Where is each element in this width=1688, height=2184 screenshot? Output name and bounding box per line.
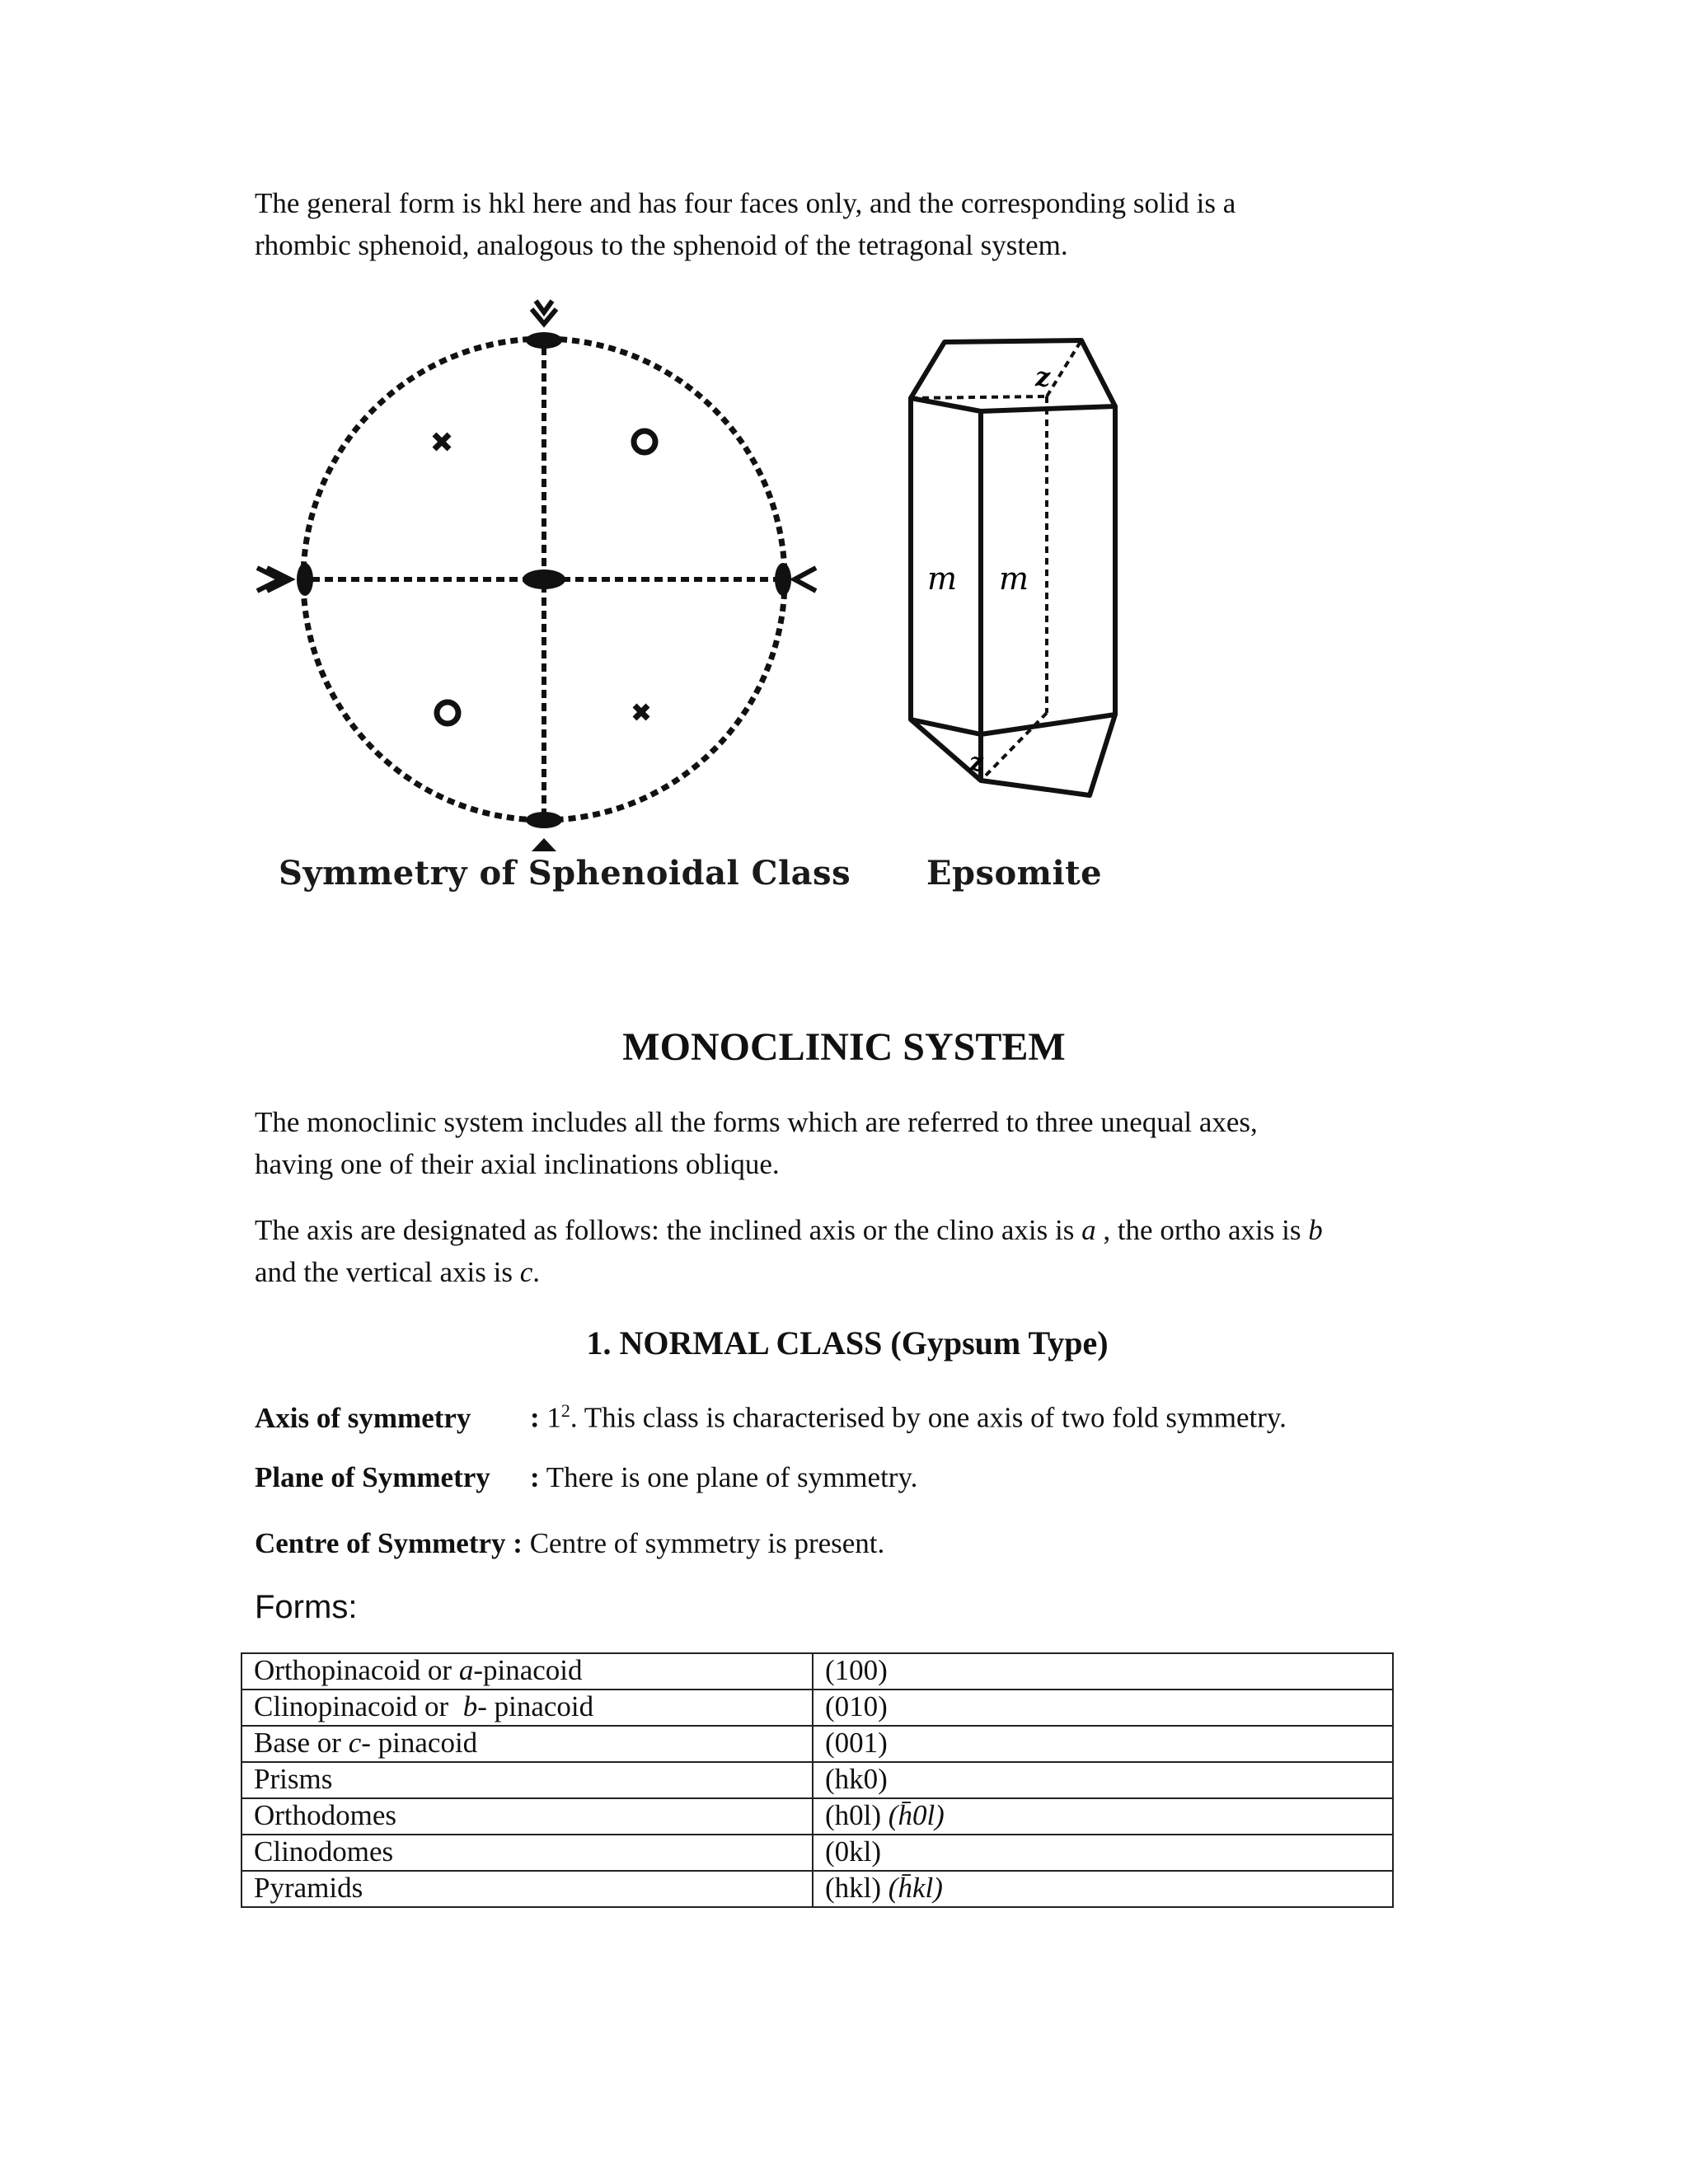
forms-table-row (241, 1871, 1393, 1907)
form-index-cell (813, 1762, 1393, 1798)
cross-marker-lower-right (635, 705, 648, 719)
plane-of-symmetry-value: There is one plane of symmetry. (546, 1461, 918, 1493)
face-label-z-bottom: z (969, 748, 984, 777)
plane-of-symmetry-label: Plane of Symmetry (255, 1461, 490, 1493)
form-name-suffix: - pinacoid (477, 1690, 594, 1722)
axis-of-symmetry-base: 1 (546, 1401, 561, 1434)
definition-line-1: The monoclinic system includes all the forms which are referred to three unequal axes, (255, 1106, 1258, 1138)
cross-marker-upper-left (434, 434, 449, 449)
centre-of-symmetry-row: Centre of Symmetry : Centre of symmetry is present. (255, 1526, 884, 1562)
form-axis-symbol: c (348, 1727, 362, 1759)
plane-of-symmetry-row: Plane of Symmetry : There is one plane of symmetry. (255, 1460, 917, 1496)
form-axis-symbol: a (458, 1654, 474, 1686)
forms-table-row (241, 1653, 1393, 1690)
miller-index: (hkl) (825, 1872, 889, 1904)
miller-index: (0kl) (825, 1835, 882, 1868)
forms-table-row (241, 1835, 1393, 1871)
miller-index-negative: (h̄0l) (888, 1799, 945, 1831)
miller-index: (hk0) (825, 1763, 888, 1795)
form-index-cell (813, 1653, 1393, 1690)
forms-table-row (241, 1726, 1393, 1762)
centre-of-symmetry-label: Centre of Symmetry (255, 1527, 506, 1559)
form-name-text: Orthodomes (254, 1799, 397, 1831)
forms-table-row (241, 1798, 1393, 1835)
left-figure-caption: Symmetry of Sphenoidal Class (279, 854, 851, 893)
axis-of-symmetry-row: Axis of symmetry : $1^2$. This class is characterised by one axis of two fold symmetry. (255, 1393, 1287, 1436)
axes-line-2-b: . (532, 1256, 540, 1288)
axes-designation-paragraph (255, 1209, 1425, 1293)
axes-line-2-a: and the vertical axis is (255, 1256, 520, 1288)
center-twofold-symbol (523, 569, 565, 589)
form-name-suffix: -pinacoid (473, 1654, 583, 1686)
forms-table-row (241, 1690, 1393, 1726)
form-name-cell (241, 1798, 813, 1835)
intro-paragraph (255, 182, 1425, 266)
form-index-cell (813, 1726, 1393, 1762)
subsection-title: 1. NORMAL CLASS (Gypsum Type) (586, 1324, 1109, 1361)
monoclinic-definition-paragraph (255, 1101, 1425, 1185)
intro-line-2: rhombic sphenoid, analogous to the sphenoid of the tetragonal system. (255, 229, 1068, 261)
form-index-cell (813, 1798, 1393, 1835)
form-name-text: Pyramids (254, 1872, 363, 1904)
face-label-m-left: m (927, 560, 958, 597)
miller-index-negative: (h̄kl) (888, 1872, 943, 1904)
form-index-cell (813, 1871, 1393, 1907)
right-figure-caption: Epsomite (926, 854, 1103, 893)
axes-line-1-b: , the ortho axis is (1095, 1214, 1309, 1246)
form-name-suffix: - pinacoid (361, 1727, 478, 1759)
forms-heading: Forms: (255, 1589, 358, 1625)
form-index-cell (813, 1835, 1393, 1871)
bottom-arrow-icon (532, 838, 556, 851)
form-name-text: Orthopinacoid or (254, 1654, 459, 1686)
sphenoidal-symmetry-stereogram (247, 293, 841, 886)
form-name-cell (241, 1835, 813, 1871)
top-twofold-symbol (526, 332, 562, 349)
epsomite-crystal-drawing (890, 326, 1137, 812)
bottom-twofold-symbol (526, 812, 562, 828)
miller-index: (010) (825, 1690, 888, 1722)
form-name-cell (241, 1762, 813, 1798)
form-name-cell (241, 1871, 813, 1907)
miller-index: (100) (825, 1654, 888, 1686)
form-name-text: Clinopinacoid or (254, 1690, 463, 1722)
centre-of-symmetry-value: Centre of symmetry is present. (529, 1527, 885, 1559)
section-title: MONOCLINIC SYSTEM (622, 1025, 1066, 1069)
right-twofold-symbol (775, 563, 791, 596)
axis-a-symbol: a (1081, 1214, 1096, 1246)
face-label-z-top: z (1035, 361, 1051, 392)
form-name-text: Base or (254, 1727, 349, 1759)
intro-line-1: The general form is hkl here and has four faces only, and the corresponding solid is a (255, 187, 1236, 219)
axis-of-symmetry-label: Axis of symmetry (255, 1401, 471, 1434)
form-name-text: Clinodomes (254, 1835, 394, 1868)
circle-marker-lower-left (437, 702, 458, 724)
form-index-cell (813, 1690, 1393, 1726)
axis-of-symmetry-text: . This class is characterised by one axis of two fold symmetry. (570, 1401, 1287, 1434)
face-label-m-right: m (999, 560, 1029, 597)
axis-of-symmetry-superscript: 2 (560, 1400, 570, 1421)
axis-c-symbol: c (519, 1256, 533, 1288)
miller-index: (h0l) (825, 1799, 889, 1831)
axes-line-1-a: The axis are designated as follows: the inclined axis or the clino axis is (255, 1214, 1082, 1246)
forms-table (241, 1652, 1394, 1908)
top-arrow-icon (532, 301, 556, 324)
circle-marker-upper-right (634, 431, 655, 452)
left-twofold-symbol (297, 563, 313, 596)
form-name-text: Prisms (254, 1763, 333, 1795)
miller-index: (001) (825, 1727, 888, 1759)
form-name-cell (241, 1653, 813, 1690)
left-arrow-icon (257, 568, 290, 591)
forms-table-row (241, 1762, 1393, 1798)
definition-line-2: having one of their axial inclinations oblique. (255, 1148, 780, 1180)
form-axis-symbol: b (462, 1690, 478, 1722)
form-name-cell (241, 1690, 813, 1726)
right-arrow-icon (795, 568, 816, 591)
form-name-cell (241, 1726, 813, 1762)
axis-b-symbol: b (1308, 1214, 1323, 1246)
